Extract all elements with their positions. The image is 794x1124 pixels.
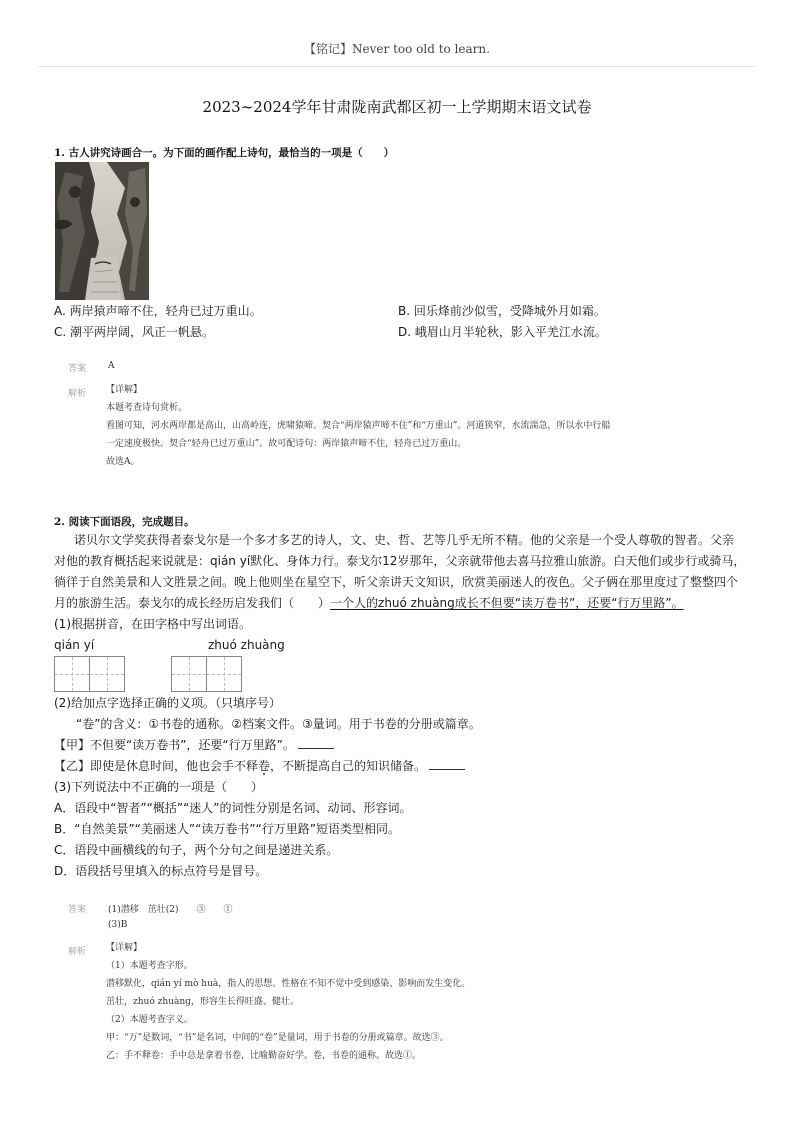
- q2-passage-line: 对他的教育概括起来说就是：qián yí默化、身体力行。泰戈尔12岁那年，父亲就带他去喜马拉雅山旅游。白天他们或步行或骑马，: [54, 554, 746, 568]
- q2-sub1: (1)根据拼音，在田字格中写出词语。: [54, 617, 251, 631]
- tianzige-cell[interactable]: [89, 656, 125, 692]
- q2-option-b[interactable]: B．“自然美景”“美丽迷人”“读万卷书”“行万里路”短语类型相同。: [54, 822, 400, 836]
- q1-analysis-label: 解析: [68, 389, 87, 399]
- q1-answer-label: 答案: [68, 364, 87, 374]
- q1-option-a[interactable]: A. 两岸猿声啼不住，轻舟已过万重山。: [54, 304, 262, 318]
- q1-analysis-line: 故选A。: [106, 457, 140, 467]
- q2-juan-definition: “卷”的含义：①书卷的通称。②档案文件。③量词。用于书卷的分册或篇章。: [76, 717, 481, 731]
- q2-jia-text: 【甲】不但要“读万卷书”，还要“行万里路”。: [54, 738, 295, 752]
- q2-passage-line: 诺贝尔文学奖获得者泰戈尔是一个多才多艺的诗人，文、史、哲、艺等几乎无所不精。他的父亲是一个受人尊敬的智者。父亲: [74, 533, 735, 547]
- q1-analysis-line: 本题考查诗句赏析。: [106, 403, 188, 413]
- q2-passage-line: 徜徉于自然美景和人文胜景之间。晚上他则坐在星空下，听父亲讲天文知识，欣赏美丽迷人的夜色。父子俩在那里度过了整整四个: [54, 575, 739, 589]
- q1-analysis-line: 【详解】: [106, 385, 143, 395]
- q2-answer-line-1: (1)潜移 茁壮(2) ③ ①: [108, 905, 233, 915]
- q2-analysis-line: 乙：手不释卷：手中总是拿着书卷，比喻勤奋好学。卷，书卷的通称。故选①。: [106, 1051, 422, 1061]
- q2-yi-blank[interactable]: [429, 758, 465, 770]
- tianzige-cell[interactable]: [206, 656, 242, 692]
- q2-option-c[interactable]: C．语段中画横线的句子，两个分句之间是递进关系。: [54, 843, 339, 857]
- q1-analysis-line: 看图可知，河水两岸都是高山，山高岭连，虎啸猿啼。契合“两岸猿声啼不住”和“万重山”。河道狭窄，水流湍急，所以水中行船: [106, 421, 611, 431]
- q2-pinyin-2: zhuó zhuàng: [208, 638, 285, 652]
- q1-option-c[interactable]: C. 潮平两岸阔，风正一帆悬。: [54, 325, 215, 339]
- q2-passage-prefix: 月的旅游生活。泰戈尔的成长经历启发我们（ ）: [54, 596, 331, 610]
- q2-analysis-line: 茁壮，zhuó zhuàng，形容生长得旺盛、健壮。: [106, 997, 299, 1007]
- q2-answer-line-2: (3)B: [108, 920, 128, 930]
- q2-jia-blank[interactable]: [298, 737, 334, 749]
- tianzige-grid-1[interactable]: [54, 656, 124, 692]
- q1-option-d[interactable]: D. 峨眉山月半轮秋，影入平羌江水流。: [398, 325, 607, 339]
- q2-analysis-line: 【详解】: [106, 943, 143, 953]
- q2-answer-label: 答案: [68, 905, 87, 915]
- q2-passage-line-4: [54, 593, 745, 614]
- header-motto: 【铭记】Never too old to learn.: [304, 42, 490, 56]
- q2-analysis-line: （1）本题考查字形。: [106, 961, 193, 971]
- q2-sub2: (2)给加点字选择正确的义项。（只填序号）: [54, 696, 281, 710]
- header-divider: [38, 66, 756, 67]
- q2-yi-text: 【乙】即使是休息时间，他也会手不释卷，不断提高自己的知识储备。: [54, 759, 427, 773]
- landscape-painting-image: [55, 162, 149, 300]
- q1-painting: [55, 162, 149, 300]
- q2-option-d[interactable]: D．语段括号里填入的标点符号是冒号。: [54, 864, 268, 878]
- q2-pinyin-1: qián yí: [54, 638, 95, 652]
- q2-question: 2. 阅读下面语段，完成题目。: [54, 516, 195, 528]
- q2-sub3: (3)下列说法中不正确的一项是（ ）: [54, 780, 263, 794]
- page-title: 2023~2024学年甘肃陇南武都区初一上学期期末语文试卷: [202, 98, 592, 116]
- q2-analysis-line: 潜移默化，qián yí mò huà，指人的思想、性格在不知不觉中受到感染、影响而发生变化。: [106, 979, 471, 989]
- q1-question: 1. 古人讲究诗画合一。为下面的画作配上诗句，最恰当的一项是（ ）: [54, 147, 395, 159]
- q2-analysis-label: 解析: [68, 947, 87, 957]
- emphasis-dot: [263, 773, 265, 775]
- q1-answer: A: [108, 361, 115, 371]
- q2-option-a[interactable]: A．语段中“智者”“概括”“迷人”的词性分别是名词、动词、形容词。: [54, 801, 412, 815]
- tianzige-cell[interactable]: [54, 656, 90, 692]
- q2-analysis-line: 甲：“万”是数词，“书”是名词，中间的“卷”是量词，用于书卷的分册或篇章。故选③。: [106, 1033, 449, 1043]
- tianzige-grid-2[interactable]: [171, 656, 241, 692]
- q2-analysis: [106, 939, 470, 1065]
- q2-analysis-line: （2）本题考查字义。: [106, 1015, 193, 1025]
- q1-analysis-line: 一定速度极快。契合“轻舟已过万重山”。故可配诗句：两岸猿声啼不住，轻舟已过万重山。: [106, 439, 467, 449]
- q2-jia-line: [54, 735, 334, 756]
- q2-underlined-sentence: 一个人的zhuó zhuàng成长不但要“读万卷书”，还要“行万里路”。: [330, 596, 684, 610]
- q1-analysis: [106, 381, 610, 471]
- q2-passage: [54, 530, 745, 614]
- tianzige-cell[interactable]: [171, 656, 207, 692]
- q1-option-b[interactable]: B. 回乐烽前沙似雪，受降城外月如霜。: [398, 304, 606, 318]
- q2-yi-line: [54, 756, 465, 777]
